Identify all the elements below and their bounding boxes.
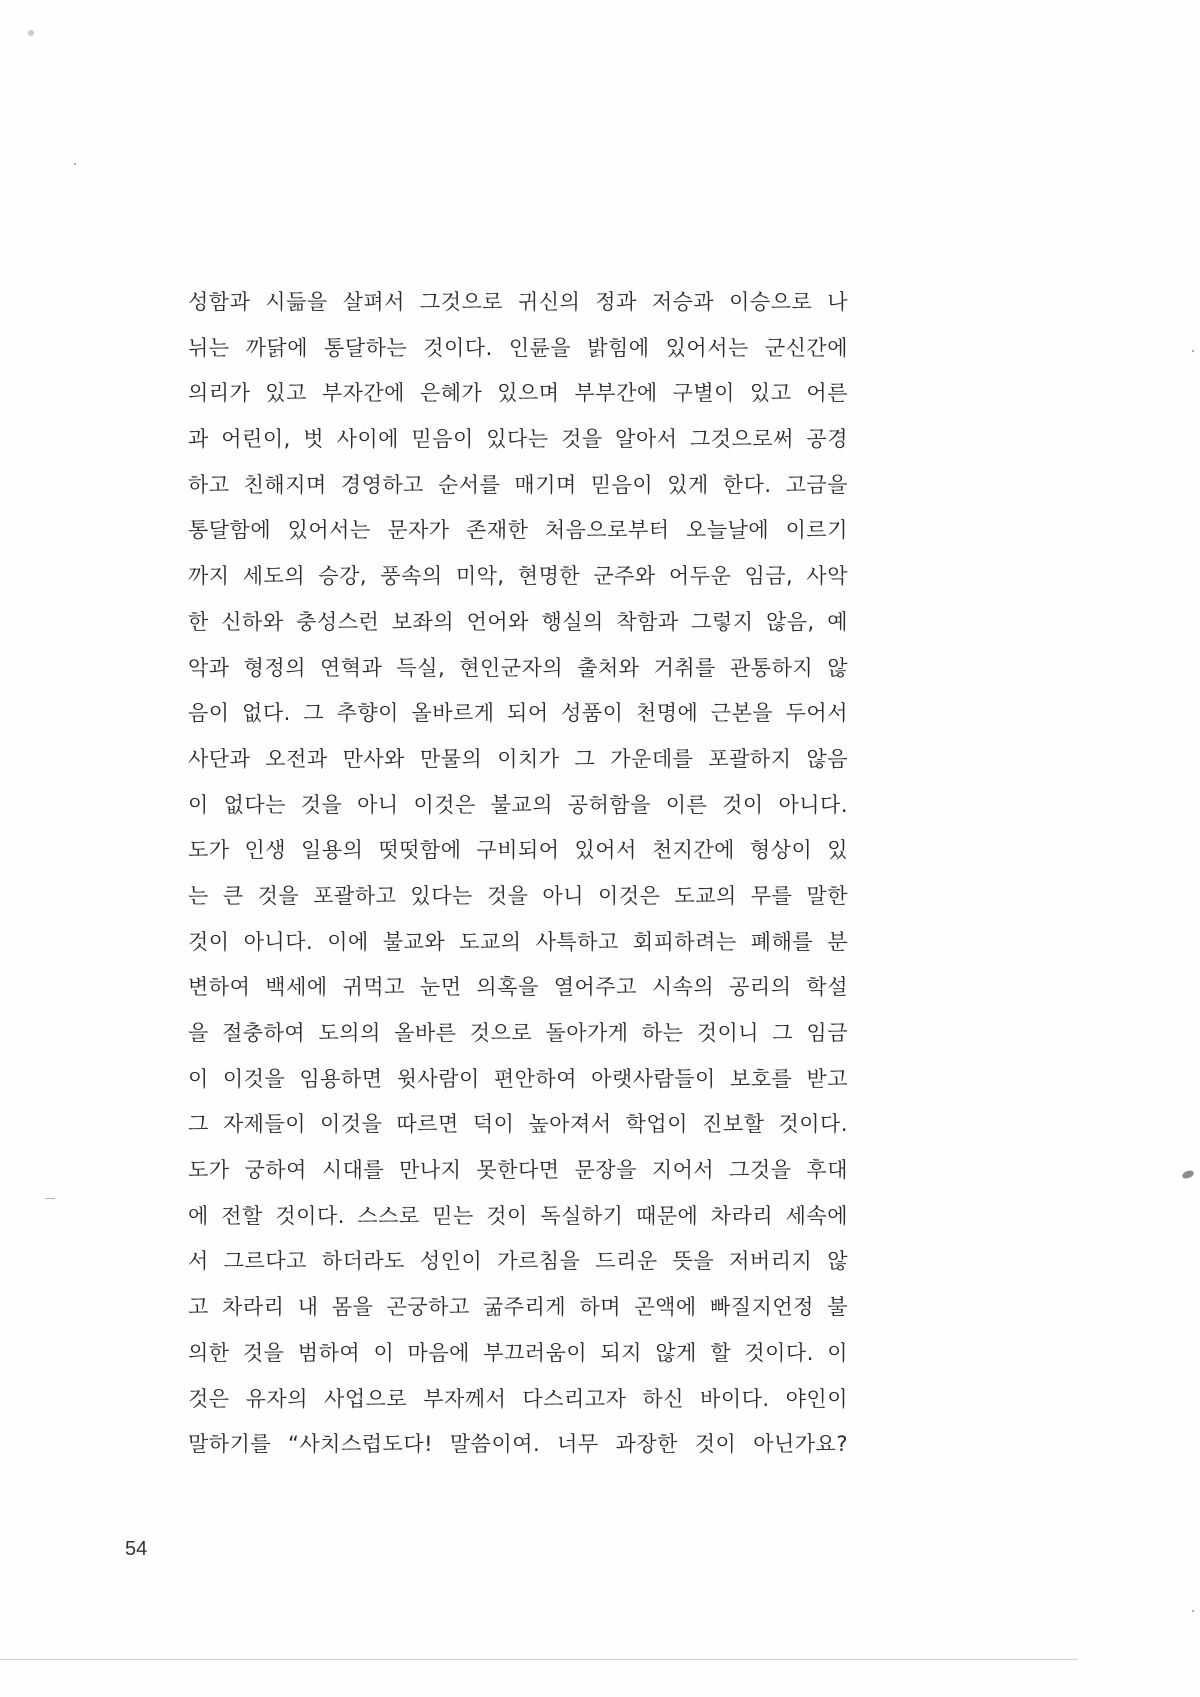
text-line-19: 그 자제들이 이것을 따르면 덕이 높아져서 학업이 진보할 것이다.: [188, 1112, 848, 1137]
scan-edge-line: [0, 1659, 1078, 1660]
scan-speck: [1192, 350, 1194, 352]
text-line-11: 사단과 오전과 만사와 만물의 이치가 그 가운데를 포괄하지 않음: [188, 746, 848, 771]
text-line-10: 음이 없다. 그 추향이 올바르게 되어 성품이 천명에 근본을 두어서: [188, 701, 848, 726]
scan-speck: [74, 163, 76, 165]
text-line-7: 까지 세도의 승강, 풍속의 미악, 현명한 군주와 어두운 임금, 사악: [188, 564, 848, 589]
text-line-15: 것이 아니다. 이에 불교와 도교의 사특하고 회피하려는 폐해를 분: [188, 929, 848, 954]
scan-speck: [28, 30, 34, 36]
text-line-23: 고 차라리 내 몸을 곤궁하고 굶주리게 하며 곤액에 빠질지언정 불: [188, 1295, 848, 1320]
text-line-20: 도가 궁하여 시대를 만나지 못한다면 문장을 지어서 그것을 후대: [188, 1158, 848, 1183]
scan-speck: [1192, 1610, 1194, 1612]
text-line-18: 이 이것을 임용하면 윗사람이 편안하여 아랫사람들이 보호를 받고: [188, 1066, 848, 1091]
text-line-12: 이 없다는 것을 아니 이것은 불교의 공허함을 이른 것이 아니다.: [188, 792, 848, 817]
text-line-5: 하고 친해지며 경영하고 순서를 매기며 믿음이 있게 한다. 고금을: [188, 472, 848, 497]
text-line-26: 말하기를 “사치스럽도다! 말씀이여. 너무 과장한 것이 아닌가요?: [188, 1432, 848, 1457]
text-line-25: 것은 유자의 사업으로 부자께서 다스리고자 하신 바이다. 야인이: [188, 1386, 848, 1411]
text-line-14: 는 큰 것을 포괄하고 있다는 것을 아니 이것은 도교의 무를 말한: [188, 883, 848, 908]
text-line-3: 의리가 있고 부자간에 은혜가 있으며 부부간에 구별이 있고 어른: [188, 381, 848, 406]
body-text: [188, 280, 848, 1468]
scan-speck: [1181, 1169, 1195, 1180]
text-line-8: 한 신하와 충성스런 보좌의 언어와 행실의 착함과 그렇지 않음, 예: [188, 609, 848, 634]
text-line-16: 변하여 백세에 귀먹고 눈먼 의혹을 열어주고 시속의 공리의 학설: [188, 975, 848, 1000]
text-line-2: 뉘는 까닭에 통달하는 것이다. 인륜을 밝힘에 있어서는 군신간에: [188, 335, 848, 360]
text-line-4: 과 어린이, 벗 사이에 믿음이 있다는 것을 알아서 그것으로써 공경: [188, 427, 848, 452]
text-line-9: 악과 형정의 연혁과 득실, 현인군자의 출처와 거취를 관통하지 않: [188, 655, 848, 680]
text-line-17: 을 절충하여 도의의 올바른 것으로 돌아가게 하는 것이니 그 임금: [188, 1021, 848, 1045]
text-line-21: 에 전할 것이다. 스스로 믿는 것이 독실하기 때문에 차라리 세속에: [188, 1203, 848, 1228]
text-line-6: 통달함에 있어서는 문자가 존재한 처음으로부터 오늘날에 이르기: [188, 518, 848, 543]
page-number: 54: [125, 1538, 148, 1560]
text-line-22: 서 그르다고 하더라도 성인이 가르침을 드리운 뜻을 저버리지 않: [188, 1249, 848, 1274]
text-line-24: 의한 것을 범하여 이 마음에 부끄러움이 되지 않게 할 것이다. 이: [188, 1340, 848, 1365]
text-line-13: 도가 인생 일용의 떳떳함에 구비되어 있어서 천지간에 형상이 있: [188, 838, 848, 863]
text-line-1: 성함과 시듦을 살펴서 그것으로 귀신의 정과 저승과 이승으로 나: [188, 290, 848, 314]
scan-speck: [45, 1198, 55, 1199]
